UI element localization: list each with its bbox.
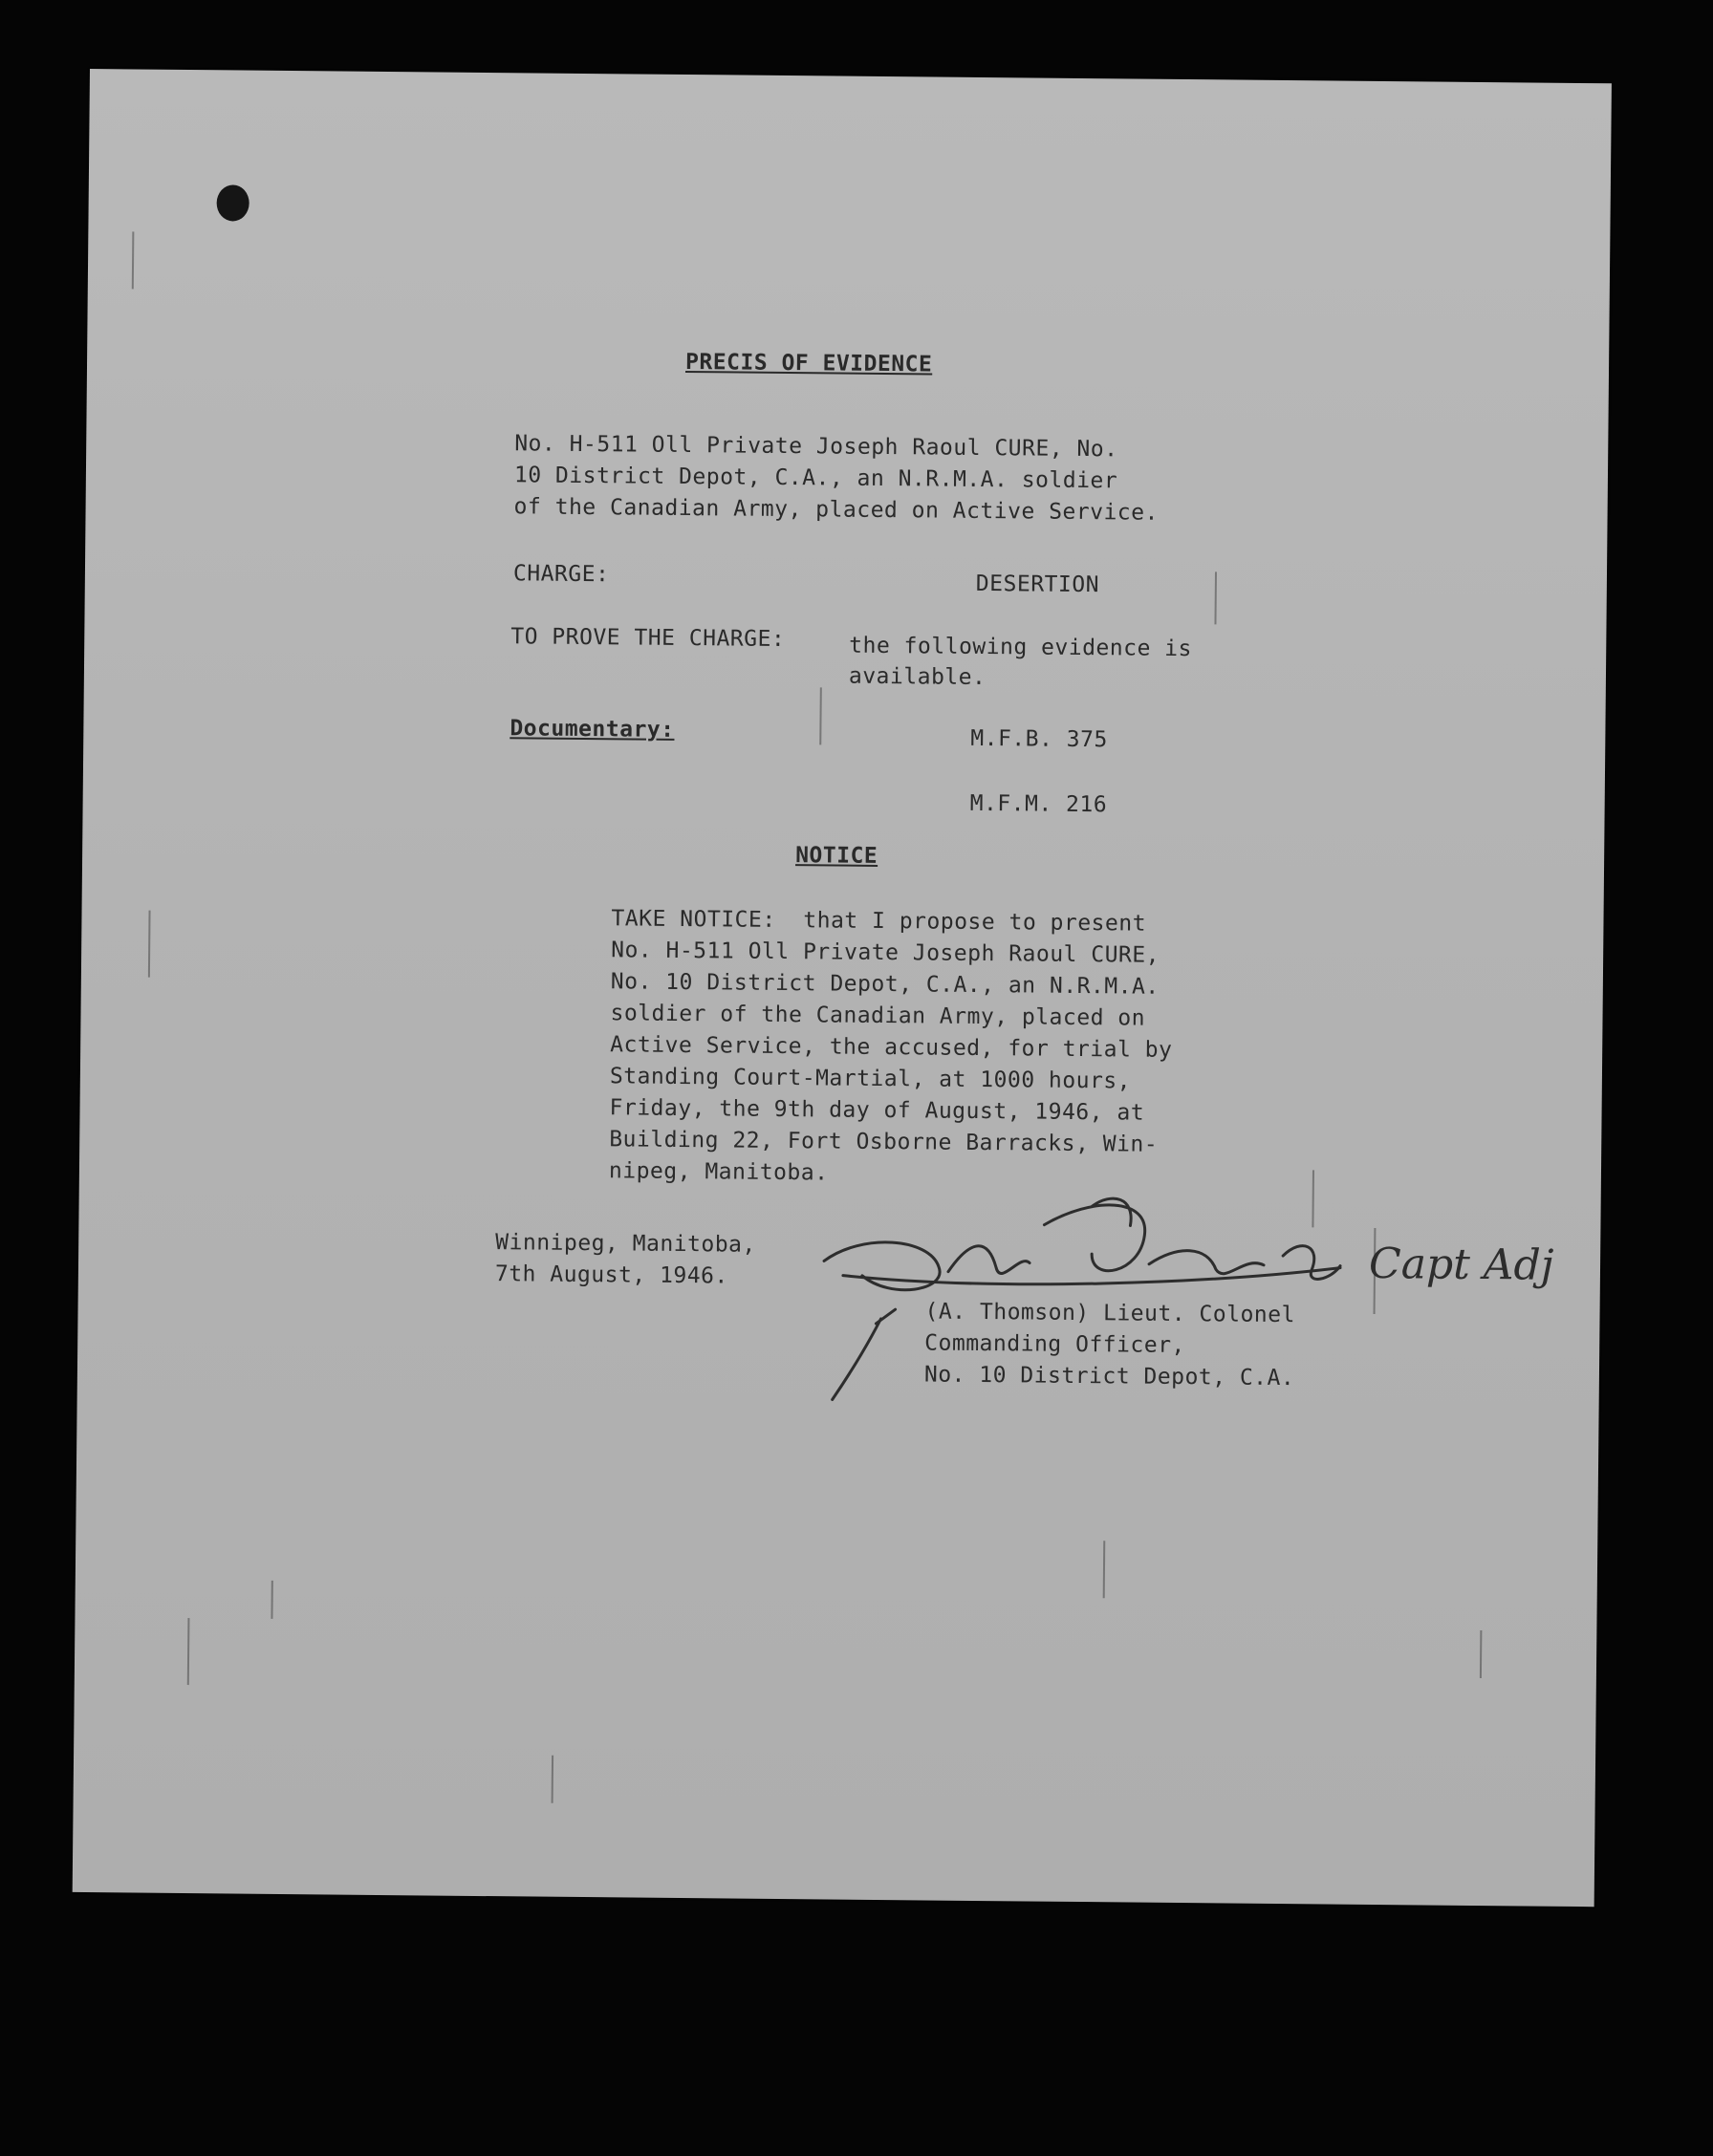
charge-value: DESERTION [975, 571, 1100, 598]
signatory-line: (A. Thomson) Lieut. Colonel [924, 1299, 1296, 1328]
film-scratch [552, 1756, 553, 1803]
notice-line: TAKE NOTICE: that I propose to present [611, 906, 1147, 937]
document-ref: M.F.M. 216 [969, 790, 1108, 818]
notice-line: Friday, the 9th day of August, 1946, at [609, 1095, 1145, 1126]
notice-line: Building 22, Fort Osborne Barracks, Win- [609, 1127, 1159, 1157]
intro-line: 10 District Depot, C.A., an N.R.M.A. soldier [513, 463, 1118, 494]
charge-label: CHARGE: [512, 561, 610, 588]
film-scratch [819, 687, 822, 744]
place-line: Winnipeg, Manitoba, [495, 1230, 756, 1258]
notice-line: nipeg, Manitoba. [608, 1158, 829, 1186]
document-ref: M.F.B. 375 [970, 725, 1108, 753]
place-line: 7th August, 1946. [494, 1261, 728, 1289]
signatory-line: Commanding Officer, [924, 1330, 1185, 1359]
film-scratch [1103, 1541, 1106, 1598]
signature-text: Capt Adj [1368, 1239, 1554, 1290]
notice-line: No. 10 District Depot, C.A., an N.R.M.A. [610, 969, 1160, 1000]
documentary-label: Documentary: [510, 716, 675, 743]
intro-line: No. H-511 Oll Private Joseph Raoul CURE, No. [514, 431, 1118, 463]
notice-line: soldier of the Canadian Army, placed on [610, 1001, 1146, 1031]
notice-line: Standing Court-Martial, at 1000 hours, [609, 1064, 1132, 1094]
prove-line: the following evidence is [849, 633, 1193, 662]
prove-line: available. [848, 663, 987, 691]
film-scratch [1480, 1630, 1482, 1678]
film-scratch [271, 1581, 272, 1619]
notice-line: No. H-511 Oll Private Joseph Raoul CURE, [611, 938, 1160, 968]
document-sheet [73, 69, 1612, 1907]
prove-label: TO PROVE THE CHARGE: [510, 624, 786, 653]
film-scratch [1214, 571, 1217, 624]
film-scratch [132, 231, 135, 289]
ink-blot [216, 184, 249, 221]
notice-line: Active Service, the accused, for trial by [610, 1032, 1173, 1063]
film-scratch [187, 1618, 190, 1685]
film-scratch [148, 911, 151, 978]
intro-line: of the Canadian Army, placed on Active Service. [513, 494, 1160, 526]
document-title: PRECIS OF EVIDENCE [684, 349, 933, 377]
notice-title: NOTICE [795, 843, 878, 869]
signatory-line: No. 10 District Depot, C.A. [923, 1362, 1295, 1391]
